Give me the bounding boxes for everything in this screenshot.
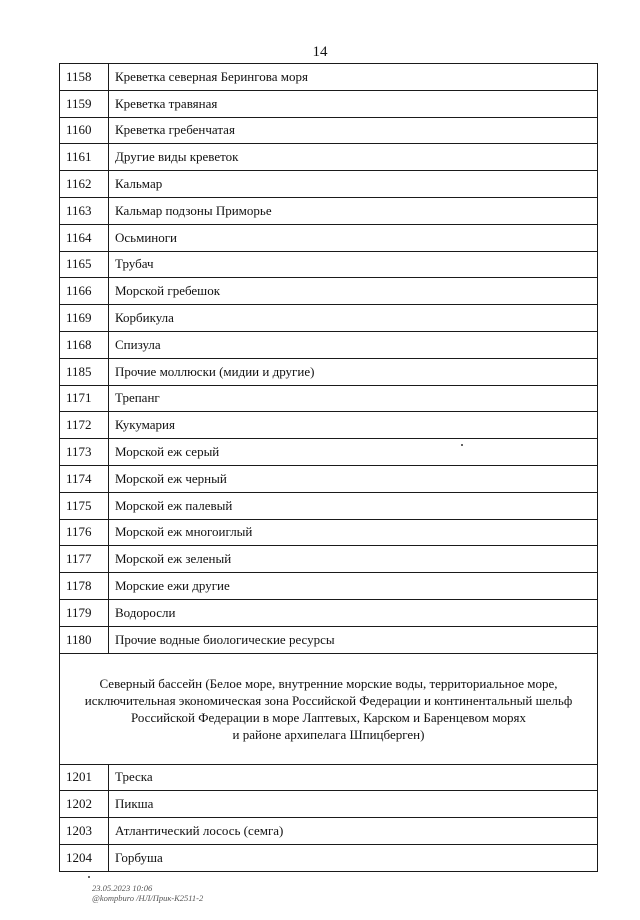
species-name: Осьминоги [109,224,598,251]
table-row [60,171,598,198]
table-row [60,64,598,91]
species-code: 1164 [60,224,109,251]
table-row [60,573,598,600]
species-name: Креветка гребенчатая [109,117,598,144]
species-code: 1165 [60,251,109,278]
species-name: Атлантический лосось (семга) [109,818,598,845]
species-name: Морской еж зеленый [109,546,598,573]
table-row [60,224,598,251]
table-row [60,144,598,171]
basin-heading-cell [60,653,598,764]
species-code: 1202 [60,791,109,818]
species-name: Прочие моллюски (мидии и другие) [109,358,598,385]
basin-heading-row [60,653,598,764]
species-name: Трубач [109,251,598,278]
species-code: 1163 [60,197,109,224]
species-code: 1166 [60,278,109,305]
species-code: 1178 [60,573,109,600]
species-name: Морской еж черный [109,465,598,492]
table-row [60,331,598,358]
table-row [60,818,598,845]
species-code: 1176 [60,519,109,546]
species-name: Прочие водные биологические ресурсы [109,626,598,653]
species-code: 1158 [60,64,109,91]
species-name: Морской гребешок [109,278,598,305]
species-code: 1162 [60,171,109,198]
table-row [60,251,598,278]
species-name: Корбикула [109,305,598,332]
species-table [59,63,598,872]
species-code: 1201 [60,764,109,791]
scan-speck [88,876,90,878]
species-name: Кальмар [109,171,598,198]
basin-heading-line: Российской Федерации в море Лаптевых, Карском и Баренцевом морях [130,709,527,725]
print-stamp [92,883,203,903]
species-code: 1159 [60,90,109,117]
species-name: Морской еж многоиглый [109,519,598,546]
page-number: 14 [312,44,328,60]
table-row [60,465,598,492]
table-row [60,546,598,573]
species-code: 1173 [60,439,109,466]
table-row [60,599,598,626]
species-code: 1171 [60,385,109,412]
species-table-body [60,64,598,872]
table-row [60,791,598,818]
table-row [60,117,598,144]
table-row [60,90,598,117]
table-row [60,844,598,871]
species-name: Кальмар подзоны Приморье [109,197,598,224]
table-row [60,278,598,305]
table-row [60,519,598,546]
species-code: 1172 [60,412,109,439]
species-code: 1177 [60,546,109,573]
species-code: 1203 [60,818,109,845]
species-name: Кукумария [109,412,598,439]
table-row [60,358,598,385]
species-name: Треска [109,764,598,791]
species-name: Морские ежи другие [109,573,598,600]
species-name: Водоросли [109,599,598,626]
basin-heading-line: Северный бассейн (Белое море, внутренние морские воды, территориальное море, [99,675,558,691]
species-code: 1168 [60,331,109,358]
print-stamp-date: 23.05.2023 10:06 [92,883,153,893]
species-name: Другие виды креветок [109,144,598,171]
species-name: Креветка северная Берингова моря [109,64,598,91]
table-row [60,197,598,224]
species-code: 1179 [60,599,109,626]
table-row [60,412,598,439]
table-row [60,626,598,653]
species-code: 1185 [60,358,109,385]
basin-heading-line: и районе архипелага Шпицберген) [232,726,425,742]
species-name: Спизула [109,331,598,358]
species-code: 1174 [60,465,109,492]
table-row [60,385,598,412]
species-code: 1175 [60,492,109,519]
scan-speck [461,444,463,446]
species-name: Морской еж серый [109,439,598,466]
table-row [60,305,598,332]
species-name: Морской еж палевый [109,492,598,519]
species-name: Креветка травяная [109,90,598,117]
species-name: Пикша [109,791,598,818]
print-stamp-path: @kompburo /НЛ/Прик-К2511-2 [92,893,204,903]
table-row [60,439,598,466]
species-code: 1161 [60,144,109,171]
species-code: 1169 [60,305,109,332]
species-code: 1180 [60,626,109,653]
species-code: 1204 [60,844,109,871]
table-row [60,492,598,519]
basin-heading-line: исключительная экономическая зона Российской Федерации и континентальный шельф [84,692,573,708]
species-name: Горбуша [109,844,598,871]
species-code: 1160 [60,117,109,144]
species-name: Трепанг [109,385,598,412]
table-row [60,764,598,791]
